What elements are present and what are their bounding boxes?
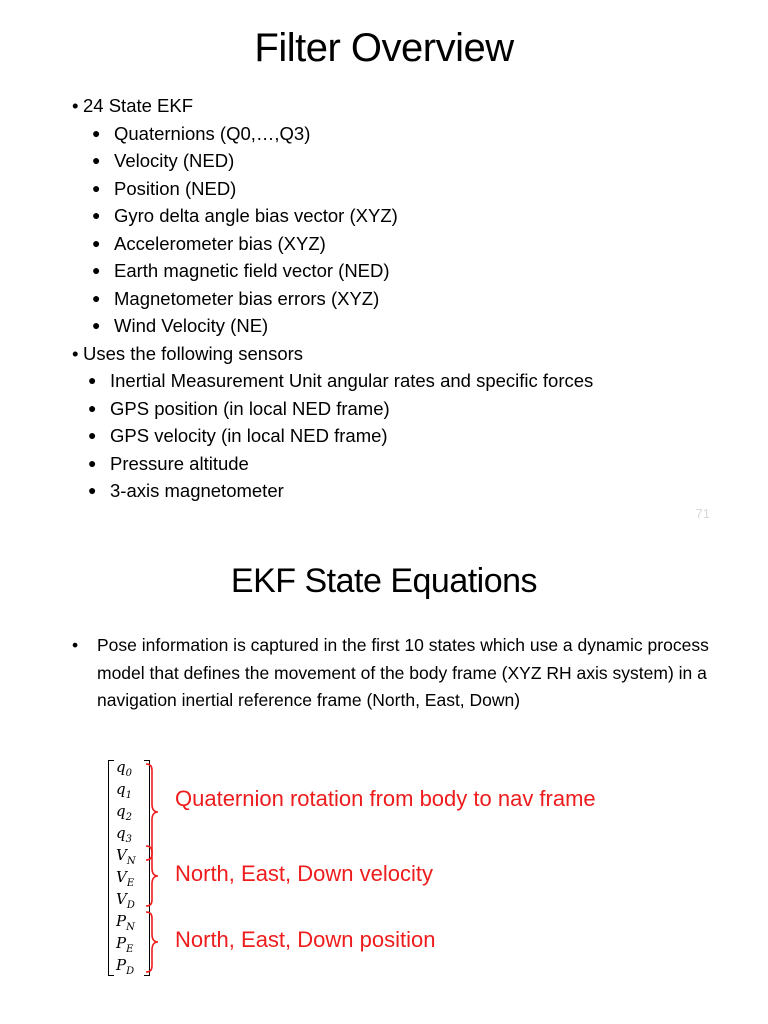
position-brace-icon	[143, 910, 167, 974]
vector-entry: $V_N$	[116, 846, 136, 867]
sub-bullet-item: ● GPS velocity (in local NED frame)	[88, 425, 388, 446]
vector-entry: $q_3$	[116, 824, 132, 845]
sub-bullet-item: ● Accelerometer bias (XYZ)	[92, 232, 326, 254]
sub-bullet-item: ● Position (NED)	[92, 177, 237, 199]
sub-bullet-item: ● Magnetometer bias errors (XYZ)	[92, 287, 380, 309]
vector-entry: $P_D$	[116, 956, 135, 977]
vector-entry: $V_E$	[116, 868, 135, 889]
sub-bullet-item: ● Velocity (NED)	[92, 150, 235, 171]
velocity-label: North, East, Down velocity	[175, 861, 433, 886]
sub-bullet-item: ● 3-axis magnetometer	[88, 480, 284, 501]
bullet-item: • Uses the following sensors	[72, 342, 304, 364]
description-bullet	[72, 632, 712, 715]
bullet-list	[72, 92, 594, 505]
velocity-brace-icon	[143, 844, 167, 908]
sub-bullet-item: ● Wind Velocity (NE)	[92, 315, 269, 336]
bullet-item: • 24 State EKF	[72, 95, 194, 116]
description-text: Pose information is captured in the first 10 states which use a dynamic process model that defines the movement of the body frame (XYZ RH axis system) in a navigation inertial reference frame (North, East, Down)	[97, 635, 709, 710]
sub-bullet-item: ● Inertial Measurement Unit angular rates and specific forces	[88, 370, 594, 391]
vector-entry: $P_N$	[116, 912, 135, 933]
sub-bullet-item: ● Earth magnetic field vector (NED)	[92, 260, 390, 281]
vector-entry: $V_D$	[116, 890, 135, 911]
slide-ekf-state-equations	[0, 540, 768, 1024]
slide-title: EKF State Equations	[230, 562, 538, 600]
vector-entry: $P_E$	[116, 934, 134, 955]
position-label: North, East, Down position	[175, 927, 436, 952]
slide-title: Filter Overview	[254, 26, 514, 70]
sub-bullet-item: ● Pressure altitude	[88, 452, 249, 474]
page-number: 71	[695, 506, 710, 521]
left-matrix-bracket	[108, 760, 114, 976]
quaternion-label: Quaternion rotation from body to nav frame	[175, 786, 596, 811]
vector-entry: $q_1$	[116, 780, 132, 801]
vector-entry: $q_2$	[116, 802, 132, 823]
sub-bullet-item: ● GPS position (in local NED frame)	[88, 397, 390, 419]
sub-bullet-item: ● Gyro delta angle bias vector (XYZ)	[92, 205, 398, 226]
vector-entry: $q_0$	[116, 758, 132, 779]
sub-bullet-item: ● Quaternions (Q0,…,Q3)	[92, 122, 311, 144]
bullet-dot: •	[72, 635, 79, 655]
